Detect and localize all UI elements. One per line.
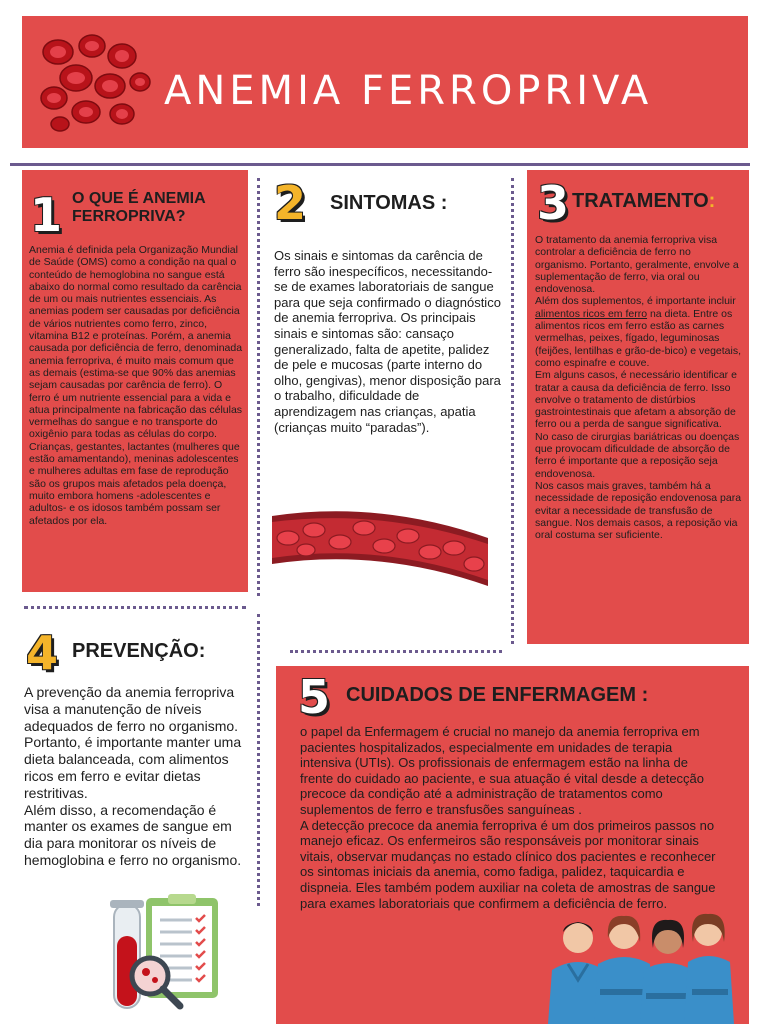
page-title: ANEMIA FERROPRIVA <box>164 68 653 114</box>
section-body-3 <box>535 234 745 541</box>
section-3-text: na dieta. Entre os alimentos ricos em ferro estão as carnes vermelhas, peixes, fígado, leguminosas (feijões, lentilhas e grão-de-bico) e vegetais, como espinafre e couve. <box>535 307 742 369</box>
section-number-5: 5 <box>298 670 331 724</box>
section-sintomas <box>262 170 510 640</box>
section-3-text: Além dos suplementos, é importante incluir <box>535 295 736 308</box>
header-divider <box>10 163 750 166</box>
header-banner <box>22 16 748 148</box>
section-prevencao <box>20 620 252 1024</box>
red-blood-cells-icon <box>36 30 156 134</box>
section-heading-4: PREVENÇÃO: <box>72 640 206 662</box>
dotted-divider-1 <box>257 178 260 596</box>
section-1-paragraph: Anemia é definida pela Organização Mundial de Saúde (OMS) como a condição na qual o conteúdo de hemoglobina no sangue está abaixo do normal como resultado da carência de um ou mais nutrientes essenciais. As anemias podem ser causadas por deficiência de vários nutrientes como ferro, zinco, vitamina B12 e proteínas. Porém, a anemia causada por deficiência de ferro, denominada anemia ferropriva, é muito mais comum que as demais (estima-se que 90% das anemias sejam causadas por carência de ferro). O ferro é um nutriente essencial para a vida e atua principalmente na fabricação das células vermelhas do sangue e no transporte do oxigênio para todas as células do corpo. <box>29 244 243 441</box>
iron-rich-foods-link[interactable]: alimentos ricos em ferro <box>535 307 648 320</box>
section-3-paragraph: Em alguns casos, é necessário identificar e tratar a causa da deficiência de ferro. Isso envolve o tratamento de distúrbios gastrointestinais que afetam a absorção de ferro ou a perda de sangue significativa. <box>535 369 737 431</box>
section-5-paragraph: o papel da Enfermagem é crucial no manejo da anemia ferropriva em pacientes hospitalizados, especialmente em unidades de terapia intensiva (UTIs). Os profissionais de enfermagem estão na linha de frente do cuidado ao paciente, e sua atuação é vital desde a detecção precoce da condição até a administração de tratamentos como suplementos de ferro e transfusões sanguíneas . <box>300 724 705 817</box>
section-heading-2: SINTOMAS : <box>330 192 448 214</box>
section-number-4: 4 <box>26 626 59 680</box>
section-heading-1: O QUE É ANEMIA FERROPRIVA? <box>72 190 206 226</box>
dotted-divider-5 <box>290 650 502 653</box>
section-heading-3 <box>572 190 715 213</box>
section-4-paragraph: Portanto, é importante manter uma dieta balanceada, com alimentos ricos em ferro e evitar dietas restritivas. <box>24 734 242 801</box>
section-5-paragraph: A detecção precoce da anemia ferropriva é um dos primeiros passos no manejo eficaz. Os enfermeiros são responsáveis por monitorar sinais vitais, observar mudanças no estado clínico dos pacientes e reconhecer os sintomas iniciais da anemia, como fadiga, palidez, taquicardia e dispneia. Eles também podem auxiliar na coleta de amostras de sangue para exames laboratoriais que confirmem a deficiência de ferro. <box>300 817 716 911</box>
section-number-1: 1 <box>30 188 63 242</box>
section-3-paragraph: O tratamento da anemia ferropriva visa controlar a deficiência de ferro no organismo. Portanto, geralmente, envolve a suplementação de ferro, via oral ou endovenosa. <box>535 234 739 296</box>
section-o-que-e <box>22 170 248 592</box>
section-3-paragraph <box>535 295 745 369</box>
nurses-icon <box>542 908 738 1024</box>
section-cuidados-enfermagem <box>276 666 749 1024</box>
section-3-paragraph: Nos casos mais graves, também há a necessidade de reposição endovenosa para evitar a necessidade de transfusão de sangue. Nos demais casos, a reposição via oral costuma ser suficiente. <box>535 479 742 542</box>
section-1-paragraph: Crianças, gestantes, lactantes (mulheres que estão amamentando), meninas adolescentes e mulheres adultas em fase de reprodução são os grupos mais afetados pela doença, muito embora homens -adolescentes e adultos- e os idosos também possam ser afetados por ela. <box>29 440 240 527</box>
section-4-paragraph: A prevenção da anemia ferropriva visa a manutenção de níveis adequados de ferro no organismo. <box>24 684 239 734</box>
section-body-5 <box>300 724 720 911</box>
section-body-1 <box>29 244 243 527</box>
section-4-paragraph: Além disso, a recomendação é manter os exames de sangue em dia para monitorar os níveis de hemoglobina e ferro no organismo. <box>24 801 242 868</box>
section-number-2: 2 <box>274 176 307 230</box>
dotted-divider-4 <box>257 614 260 906</box>
blood-test-icon <box>108 890 228 1014</box>
section-body-4 <box>24 684 250 869</box>
section-body-2: Os sinais e sintomas da carência de ferro são inespecíficos, necessitando-se de exames laboratoriais de sangue para que seja confirmado o diagnóstico de anemia ferropriva. Os principais sinais e sintomas são: cansaço generalizado, falta de apetite, palidez de pele e mucosas (parte interno do olho, gengivas), menor disposição para o trabalho, dificuldade de aprendizagem nas crianças, apatia (crianças muito “paradas”). <box>274 248 501 435</box>
section-heading-3-label: TRATAMENTO <box>572 190 709 212</box>
dotted-divider-3 <box>24 606 246 609</box>
section-number-3: 3 <box>537 176 570 230</box>
section-3-paragraph: No caso de cirurgias bariátricas ou doenças que provocam dificuldade de absorção de ferro é importante que a reposição seja endovenosa. <box>535 430 740 480</box>
blood-vessel-icon <box>266 502 494 588</box>
section-heading-5: CUIDADOS DE ENFERMAGEM : <box>346 684 649 706</box>
section-heading-3-colon: : <box>708 190 716 212</box>
section-tratamento <box>527 170 749 644</box>
dotted-divider-2 <box>511 178 514 644</box>
